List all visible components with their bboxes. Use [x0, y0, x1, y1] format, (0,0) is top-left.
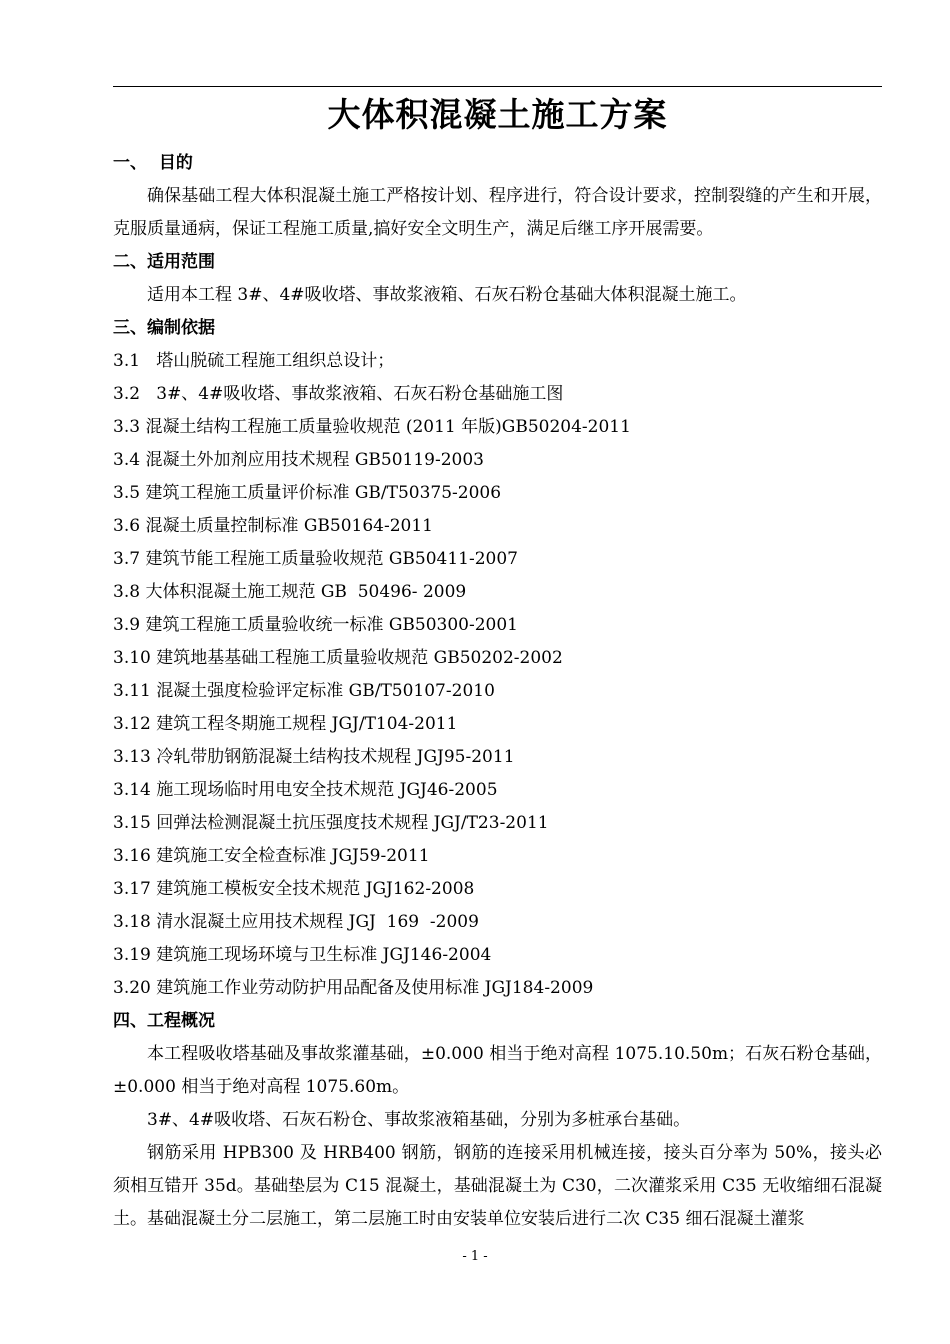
reference-item: 3.17 建筑施工模板安全技术规范 JGJ162-2008: [113, 879, 475, 899]
document-title: 大体积混凝土施工方案: [327, 95, 668, 134]
page-number: - 1 -: [462, 1249, 488, 1264]
reference-item: 3.16 建筑施工安全检查标准 JGJ59-2011: [113, 846, 430, 866]
reference-list: [113, 345, 882, 1005]
reference-item: 3.8 大体积混凝土施工规范 GB 50496- 2009: [113, 582, 467, 602]
overview-paragraph: 钢筋采用 HPB300 及 HRB400 钢筋，钢筋的连接采用机械连接，接头百分率为 50%，接头必须相互错开 35d。基础垫层为 C15 混凝土，基础混凝土为 C30，二次灌浆采用 C35 无收缩细石混凝土。基础混凝土分二层施工，第二层施工时由安装单位安装后进行二次 C35 细石混凝土灌浆: [113, 1143, 882, 1229]
reference-item: 3.2 3#、4#吸收塔、事故浆液箱、石灰石粉仓基础施工图: [113, 384, 564, 404]
purpose-paragraph: 确保基础工程大体积混凝土施工严格按计划、程序进行，符合设计要求，控制裂缝的产生和开展，克服质量通病，保证工程施工质量,搞好安全文明生产，满足后继工序开展需要。: [113, 186, 882, 239]
reference-item: 3.10 建筑地基基础工程施工质量验收规范 GB50202-2002: [113, 648, 563, 668]
section-heading-overview: 四、工程概况: [113, 1011, 215, 1031]
reference-item: 3.11 混凝土强度检验评定标准 GB/T50107-2010: [113, 681, 495, 701]
overview-paragraph: 本工程吸收塔基础及事故浆灌基础，±0.000 相当于绝对高程 1075.10.50m；石灰石粉仓基础，±0.000 相当于绝对高程 1075.60m。: [113, 1044, 882, 1097]
reference-item: 3.14 施工现场临时用电安全技术规范 JGJ46-2005: [113, 780, 498, 800]
reference-item: 3.9 建筑工程施工质量验收统一标准 GB50300-2001: [113, 615, 519, 635]
section-heading-purpose: 一、 目的: [113, 153, 193, 173]
reference-item: 3.12 建筑工程冬期施工规程 JGJ/T104-2011: [113, 714, 458, 734]
overview-paragraph: 3#、4#吸收塔、石灰石粉仓、事故浆液箱基础，分别为多桩承台基础。: [147, 1110, 691, 1130]
scope-paragraph: 适用本工程 3#、4#吸收塔、事故浆液箱、石灰石粉仓基础大体积混凝土施工。: [147, 285, 747, 305]
reference-item: 3.6 混凝土质量控制标准 GB50164-2011: [113, 516, 434, 536]
reference-item: 3.13 冷轧带肋钢筋混凝土结构技术规程 JGJ95-2011: [113, 747, 515, 767]
section-heading-basis: 三、编制依据: [113, 318, 215, 338]
reference-item: 3.7 建筑节能工程施工质量验收规范 GB50411-2007: [113, 549, 519, 569]
reference-item: 3.1 塔山脱硫工程施工组织总设计；: [113, 351, 395, 371]
reference-item: 3.19 建筑施工现场环境与卫生标准 JGJ146-2004: [113, 945, 492, 965]
section-heading-scope: 二、适用范围: [113, 252, 215, 272]
reference-item: 3.15 回弹法检测混凝土抗压强度技术规程 JGJ/T23-2011: [113, 813, 549, 833]
reference-item: 3.4 混凝土外加剂应用技术规程 GB50119-2003: [113, 450, 485, 470]
reference-item: 3.5 建筑工程施工质量评价标准 GB/T50375-2006: [113, 483, 502, 503]
header-rule: [113, 86, 882, 87]
document-body: [113, 147, 882, 1236]
reference-item: 3.18 清水混凝土应用技术规程 JGJ 169 -2009: [113, 912, 479, 932]
reference-item: 3.20 建筑施工作业劳动防护用品配备及使用标准 JGJ184-2009: [113, 978, 594, 998]
reference-item: 3.3 混凝土结构工程施工质量验收规范 (2011 年版)GB50204-2011: [113, 417, 631, 437]
